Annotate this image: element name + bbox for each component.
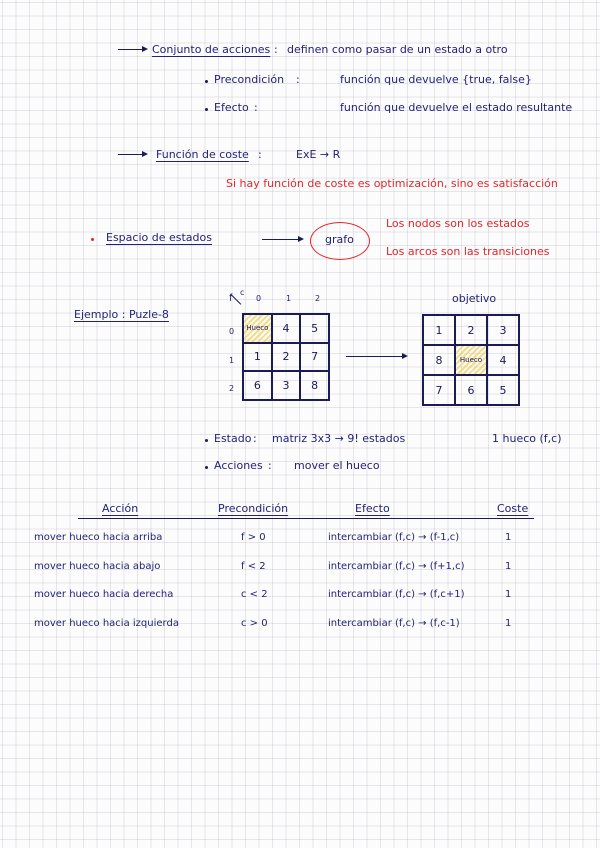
table-cell: 1: [505, 589, 512, 600]
grid-cell: Hueco: [455, 345, 487, 375]
table-cell: mover hueco hacia arriba: [34, 532, 163, 543]
colon: :: [254, 101, 258, 114]
table-header-coste: Coste: [497, 502, 529, 515]
col-header: 0: [256, 294, 262, 303]
table-cell: c > 0: [241, 618, 268, 629]
axis-f: f: [229, 293, 233, 304]
colon: :: [268, 459, 272, 472]
table-cell: 1: [505, 532, 512, 543]
grid-cell: 2: [455, 315, 487, 345]
grid-cell: 4: [487, 345, 519, 375]
colon: :: [253, 432, 257, 445]
colon: :: [258, 148, 262, 161]
col-header: 2: [315, 294, 321, 303]
table-cell: c < 2: [241, 589, 268, 600]
arrow-icon: [346, 356, 406, 357]
table-row: [30, 617, 550, 633]
grid-cell: 1: [243, 343, 272, 372]
table-cell: 1: [505, 618, 512, 629]
grid-cell: 3: [272, 371, 301, 400]
bullet-icon: [205, 466, 208, 469]
table-cell: mover hueco hacia izquierda: [34, 618, 179, 629]
arrow-icon: [262, 239, 302, 240]
grid-cell: 7: [300, 343, 329, 372]
precondicion-label: Precondición: [214, 73, 285, 86]
grid-cell: Hueco: [243, 314, 272, 343]
grid-cell: 8: [423, 345, 455, 375]
grid-cell: 8: [300, 371, 329, 400]
grid-cell: 6: [455, 375, 487, 405]
table-row: [30, 560, 550, 576]
row-header: 1: [229, 356, 235, 365]
grid-cell: 7: [423, 375, 455, 405]
bullet-icon: [91, 238, 94, 241]
colon: :: [274, 43, 278, 56]
goal-label: objetivo: [452, 292, 497, 305]
table-header-efecto: Efecto: [355, 502, 390, 515]
colon: :: [296, 73, 300, 86]
nodes-line: Los nodos son los estados: [386, 217, 530, 230]
example-title: Ejemplo : Puzle-8: [74, 308, 169, 321]
table-cell: intercambiar (f,c) → (f-1,c): [328, 532, 460, 543]
bullet-icon: [205, 108, 208, 111]
estado-label: Estado: [214, 432, 252, 445]
axis-c: c: [240, 288, 245, 297]
table-header-precondicion: Precondición: [218, 502, 289, 515]
section2-title: Función de coste: [156, 148, 249, 161]
goal-state-grid: [422, 314, 520, 406]
table-header-accion: Acción: [102, 502, 139, 515]
section3-title: Espacio de estados: [106, 231, 212, 244]
table-cell: intercambiar (f,c) → (f,c-1): [328, 618, 460, 629]
bullet-icon: [205, 80, 208, 83]
initial-state-grid: [242, 313, 330, 401]
grid-cell: 5: [300, 314, 329, 343]
cost-note: Si hay función de coste es optimización, sino es satisfacción: [226, 177, 558, 190]
table-cell: mover hueco hacia derecha: [34, 589, 174, 600]
grid-cell: 3: [487, 315, 519, 345]
table-cell: intercambiar (f,c) → (f+1,c): [328, 561, 465, 572]
bullet-icon: [205, 439, 208, 442]
grafo-label: grafo: [325, 233, 354, 246]
precondicion-desc: función que devuelve {true, false}: [340, 73, 532, 86]
table-cell: f > 0: [241, 532, 266, 543]
table-cell: mover hueco hacia abajo: [34, 561, 161, 572]
table-cell: intercambiar (f,c) → (f,c+1): [328, 589, 465, 600]
col-header: 1: [286, 294, 292, 303]
efecto-label: Efecto: [214, 101, 249, 114]
table-row: [30, 588, 550, 604]
section1-title: Conjunto de acciones: [152, 43, 271, 56]
grid-cell: 4: [272, 314, 301, 343]
row-header: 0: [229, 327, 235, 336]
arrow-icon: [118, 49, 146, 50]
estado-extra: 1 hueco (f,c): [492, 432, 562, 445]
grid-cell: 2: [272, 343, 301, 372]
table-row: [30, 531, 550, 547]
grid-cell: 1: [423, 315, 455, 345]
row-header: 2: [229, 384, 235, 393]
table-cell: f < 2: [241, 561, 266, 572]
table-cell: 1: [505, 561, 512, 572]
section1-description: definen como pasar de un estado a otro: [287, 43, 508, 56]
table-header-rule: [78, 518, 534, 519]
efecto-desc: función que devuelve el estado resultante: [340, 101, 573, 114]
arcs-line: Los arcos son las transiciones: [386, 245, 550, 258]
grid-cell: 5: [487, 375, 519, 405]
acciones-label: Acciones: [214, 459, 263, 472]
estado-text: matriz 3x3 → 9! estados: [272, 432, 406, 445]
acciones-text: mover el hueco: [294, 459, 380, 472]
arrow-icon: [118, 154, 146, 155]
grid-cell: 6: [243, 371, 272, 400]
cost-formula: ExE → R: [296, 148, 341, 161]
